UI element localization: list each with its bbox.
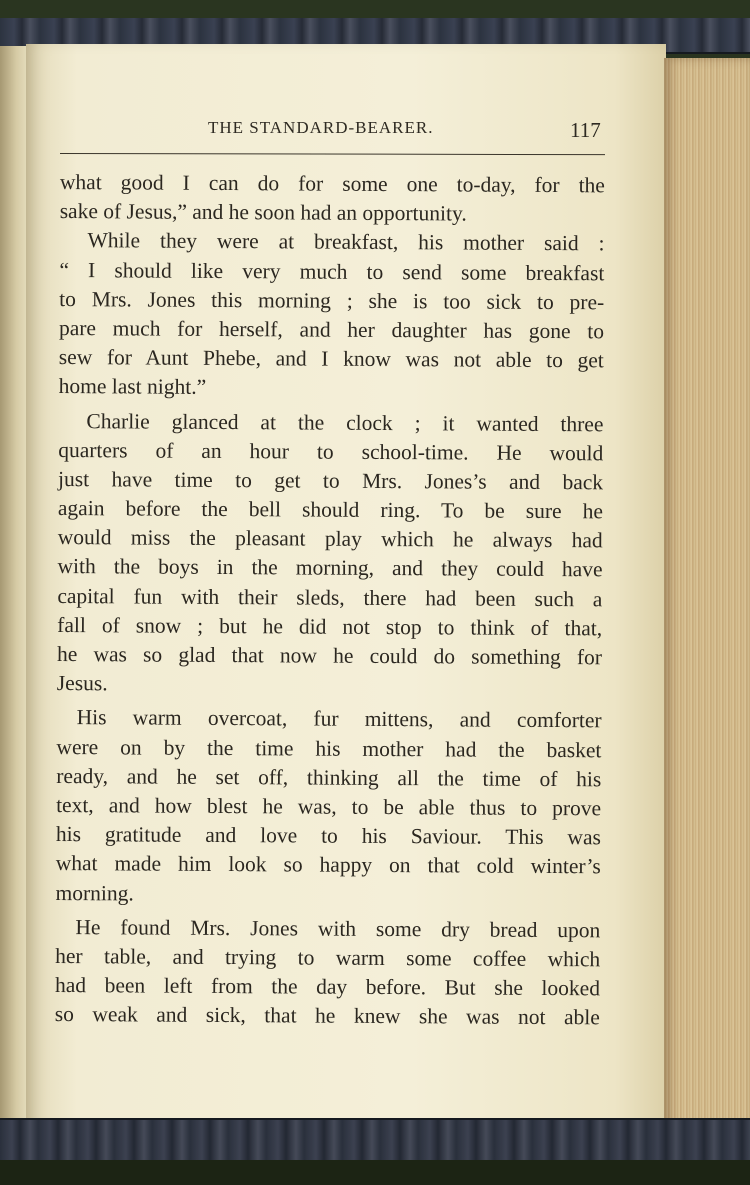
- page-stack-edge: [664, 58, 750, 1132]
- text-line: he was so glad that now he could do something for: [56, 641, 603, 670]
- text-line: Jesus.: [56, 671, 108, 696]
- text-line: He found Mrs. Jones with some dry bread upon: [75, 914, 601, 943]
- book-cover-bottom: [0, 1118, 750, 1160]
- text-line: morning.: [55, 880, 134, 905]
- text-line: Charlie glanced at the clock ; it wanted three: [86, 408, 604, 436]
- text-line: his gratitude and love to his Saviour. This was: [55, 822, 601, 850]
- running-head: THE STANDARD-BEARER.: [208, 118, 434, 137]
- text-line: what good I can do for some one to-day, for the: [59, 169, 605, 198]
- page-header: [0, 118, 750, 148]
- text-line: her table, and trying to warm some coffee which: [55, 943, 601, 972]
- text-line: ready, and he set off, thinking all the time of his: [56, 763, 602, 792]
- text-line: had been left from the day before. But she looked: [54, 973, 601, 1001]
- text-line: so weak and sick, that he knew she was not able: [54, 1002, 600, 1030]
- text-line: text, and how blest he was, to be able thus to prove: [56, 792, 602, 821]
- text-line: home last night.”: [58, 374, 207, 400]
- text-line: pare much for herself, and her daughter has gone to: [58, 315, 605, 344]
- text-line: His warm overcoat, fur mittens, and comforter: [76, 705, 602, 733]
- text-line: fall of snow ; but he did not stop to think of that,: [57, 612, 603, 641]
- text-line: quarters of an hour to school-time. He would: [58, 437, 604, 466]
- text-line: capital fun with their sleds, there had been such a: [57, 583, 603, 611]
- text-line: just have time to get to Mrs. Jones’s and back: [58, 466, 604, 495]
- text-line: would miss the pleasant play which he always had: [57, 525, 603, 553]
- text-line: were on by the time his mother had the basket: [56, 734, 602, 762]
- text-line: While they were at breakfast, his mother said :: [87, 228, 605, 256]
- body-text: [55, 168, 605, 1033]
- text-line: with the boys in the morning, and they could have: [57, 554, 603, 582]
- text-line: sew for Aunt Phebe, and I know was not able to get: [58, 345, 604, 373]
- page-number: 117: [570, 118, 601, 142]
- text-line: sake of Jesus,” and he soon had an opportunity.: [59, 199, 467, 226]
- text-line: to Mrs. Jones this morning ; she is too sick to pre-: [59, 286, 605, 315]
- text-line: “ I should like very much to send some breakfast: [59, 257, 605, 285]
- text-line: what made him look so happy on that cold winter’s: [55, 851, 601, 879]
- text-line: again before the bell should ring. To be sure he: [57, 496, 603, 524]
